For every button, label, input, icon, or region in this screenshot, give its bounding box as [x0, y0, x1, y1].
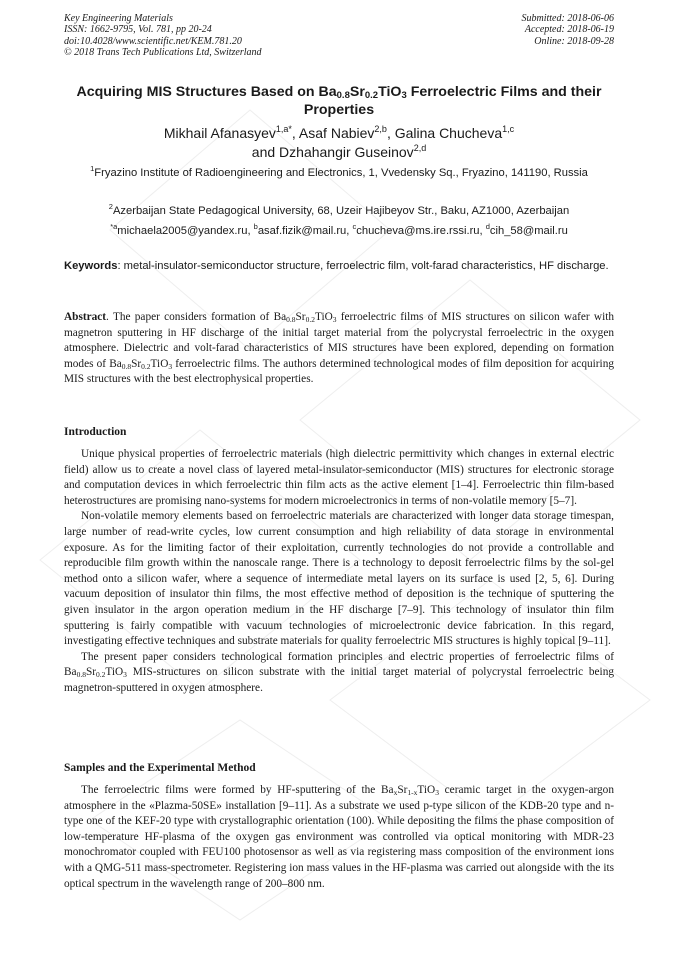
samples-body [64, 783, 614, 892]
paragraph: Unique physical properties of ferroelectric materials (high dielectric permittivity which changes in external electric field) allow us to create a novel class of layered metal-insulator-semiconductor (MIS) structures for electronic storage and computation devices in which ferroelectric thin film acts as the active element [1–4]. Ferroelectric thin film-based heterostructures are promising nano-systems for modern microelectronics in terms of non-volatile memory [5–7]. [64, 448, 614, 507]
keywords-text: : metal-insulator-semiconductor structure, ferroelectric film, volt-farad characteristics, HF discharge. [117, 260, 609, 272]
paragraph: The present paper considers technological formation principles and electric properties of ferroelectric films of $Ba_{0.8}Sr_{0.2}TiO_3$ MIS-structures on silicon substrate with the initial target material of polycrystal ferroelectric being magnetron-sputtered in oxygen atmosphere. [64, 650, 614, 694]
author-name: Mikhail Afanasyev [163, 125, 276, 141]
email-link[interactable]: chucheva@ms.ire.rssi.ru [356, 225, 480, 237]
affiliation-2: $^2$Azerbaijan State Pedagogical University, 68, Uzeir Hajibeyov Str., Baku, AZ1000, Azerbaijan [108, 202, 570, 217]
paragraph: The ferroelectric films were formed by HF-sputtering of the $Ba_xSr_{1-x}TiO_3$ ceramic target in the oxygen-argon atmosphere in the «Plazma-50SE» installation [9–11]. As a substrate we used p-type silicon of the KDB-20 type and n-type one of the KEF-20 type with crystallographic orientation (100). While depositing the films the phase composition of low-temperature HF-plasma of the oxygen gas environment was controlled via optical monitoring with MDR-23 monochromator coupled with FEU100 photosensor as well as via registering mass composition of the environment ions with a QMG-511 mass-spectrometer. Registering ion mass values in the HF-plasma was carried out alongside with the its optical spectrum in the wavelength range of 200–800 nm. [64, 784, 614, 890]
author-name: , Galina Chucheva [386, 125, 503, 141]
date-accepted: Accepted: 2018-06-19 [524, 24, 614, 36]
author-name: , Asaf Nabiev [291, 125, 375, 141]
date-submitted: Submitted: 2018-06-06 [521, 13, 614, 24]
journal-copyright: © 2018 Trans Tech Publications Ltd, Switzerland [64, 46, 262, 58]
affiliation-1: $^1$Fryazino Institute of Radioengineering and Electronics, 1, Vvedensky Sq., Fryazino, 141190, Russia [90, 164, 588, 179]
journal-doi: doi:10.4028/www.scientific.net/KEM.781.20 [64, 35, 242, 47]
section-heading-introduction: Introduction [64, 426, 127, 438]
date-online: Online: 2018-09-28 [534, 35, 614, 47]
email-link[interactable]: asaf.fizik@mail.ru [257, 225, 347, 237]
journal-info [64, 13, 262, 58]
paper-title: Acquiring MIS Structures Based on $Ba_{0.8}Sr_{0.2}TiO_3$ Ferroelectric Films and their Properties [76, 84, 602, 118]
abstract-label: Abstract [64, 311, 107, 323]
keywords-label: Keywords [64, 260, 118, 272]
keywords [64, 259, 614, 274]
abstract: Abstract. The paper considers formation of $Ba_{0.8}Sr_{0.2}TiO_3$ ferroelectric films of MIS structures on silicon wafer with magnetron sputtering in HF discharge of the initial target material from the polycrystal ferroelectric in the oxygen atmosphere. Dielectric and volt-farad characteristics of MIS structures have been explored, depending on formation modes of $Ba_{0.8}Sr_{0.2}TiO_3$ ferroelectric films. The authors determined technological modes of film deposition for acquiring MIS structures with the best electrophysical properties. [64, 311, 614, 386]
publication-dates [522, 13, 615, 47]
journal-name: Key Engineering Materials [64, 13, 173, 24]
author-emails: $^{*a}$michaela2005@yandex.ru, $^b$asaf.fizik@mail.ru, $^c$chucheva@ms.ire.rssi.ru, $^d$cih_58@mail.ru [110, 222, 568, 237]
author-list: Mikhail Afanasyev$^{1,a*}$, Asaf Nabiev$^{2,b}$, Galina Chucheva$^{1,c}$ and Dzhahangir Guseinov$^{2,d}$ [163, 124, 515, 160]
email-link[interactable]: cih_58@mail.ru [489, 225, 568, 237]
section-heading-samples: Samples and the Experimental Method [64, 762, 256, 774]
paragraph: Non-volatile memory elements based on ferroelectric materials are characterized with longer data storage timespan, large number of read-write cycles, low current consumption and high reliability of data storage in environmental exposure. As for the limiting factor of their exploitation, currently technologies do not provide a controllable and reproducible film growth within the nanoscale range. There is a technology to deposit ferroelectric films by the sol-gel method onto a silicon wafer, where a sequence of intermediate metal layers on its surface is used [2, 5, 6]. During vacuum deposition of insulator thin films, the most effective method of deposition is the technique of sputtering the given insulator in the argon operation medium in the HF discharge [7–9]. This technology of insulator thin film sputtering is fairly compatible with vacuum technologies of microelectronic device fabrication. In this regard, investigating effective techniques and substrate materials for quality ferroelectric MIS structures is highly topical [9–11]. [64, 510, 614, 648]
author-name: and Dzhahangir Guseinov [251, 144, 414, 160]
introduction-body [64, 447, 614, 697]
journal-issn: ISSN: 1662-9795, Vol. 781, pp 20-24 [64, 24, 212, 36]
email-link[interactable]: michaela2005@yandex.ru [117, 225, 248, 237]
